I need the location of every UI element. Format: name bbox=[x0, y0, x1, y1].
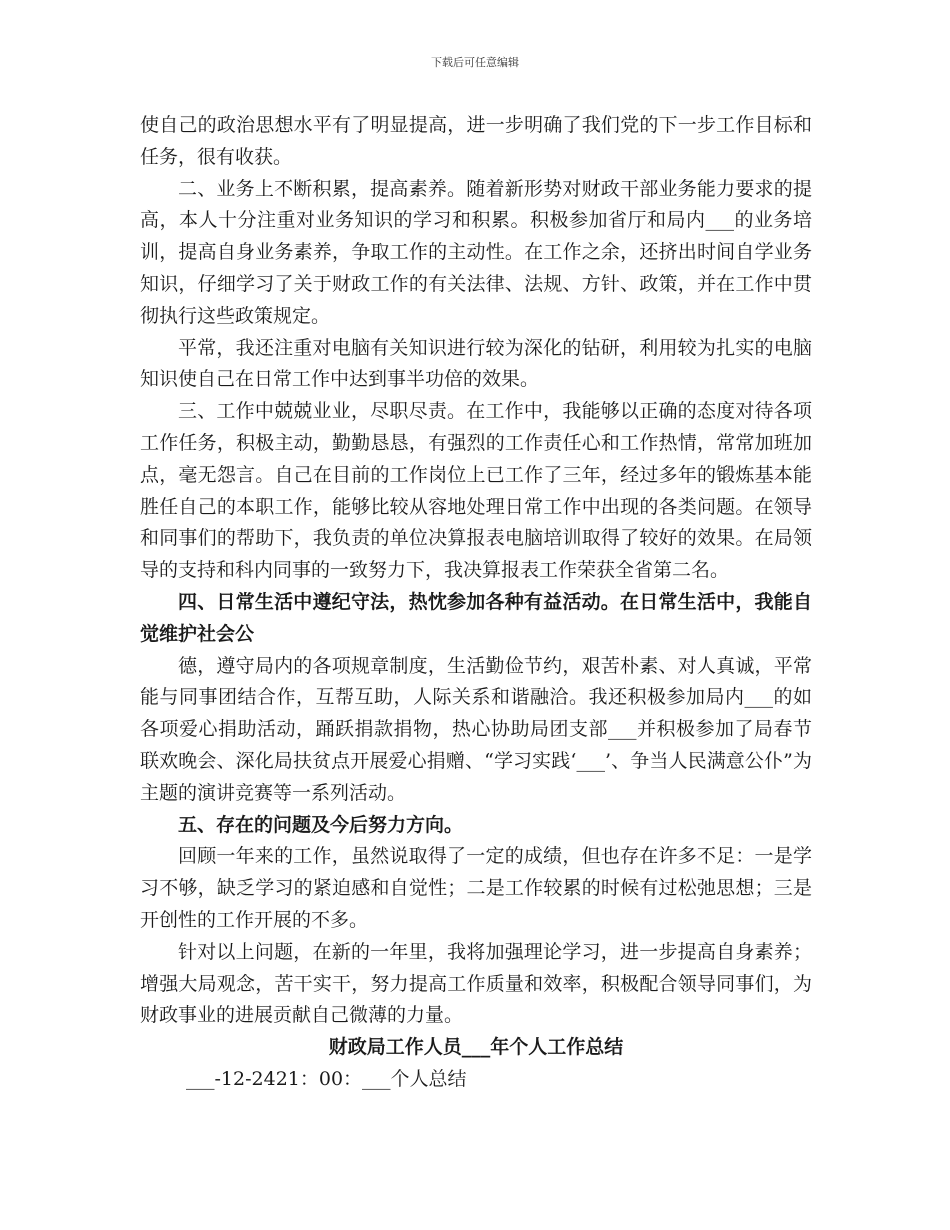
page-header: 下载后可任意编辑 bbox=[431, 56, 519, 69]
paragraph-work-diligence: 三、工作中兢兢业业，尽职尽责。在工作中，我能够以正确的态度对待各项工作任务，积极主动，勤勤恳恳，有强烈的工作责任心和工作热情，常常加班加点，毫无怨言。自己在目前的工作岗位上已工作了三年，经过多年的锻炼基本能胜任自己的本职工作，能够比较从容地处理日常工作中出现的各类问题。在领导和同事们的帮助下，我负责的单位决算报表电脑培训取得了较好的效果。在局领导的支持和科内同事的一致努力下，我决算报表工作荣获全省第二名。 bbox=[140, 400, 812, 582]
paragraph-continuation: 使自己的政治思想水平有了明显提高，进一步明确了我们党的下一步工作目标和任务，很有收获。 bbox=[140, 114, 812, 168]
next-document-date-line: ___-12-2421：00：___个人总结 bbox=[186, 1067, 467, 1090]
next-document-title: 财政局工作人员___年个人工作总结 bbox=[328, 1036, 624, 1059]
paragraph-review: 回顾一年来的工作，虽然说取得了一定的成绩，但也存在许多不足：一是学习不够，缺乏学习的紧迫感和自觉性；二是工作较累的时候有过松弛思想；三是开创性的工作开展的不多。 bbox=[140, 845, 812, 931]
document-body bbox=[140, 110, 812, 1096]
section-heading-problems: 五、存在的问题及今后努力方向。 bbox=[178, 813, 464, 836]
paragraph-computer-skills: 平常，我还注重对电脑有关知识进行较为深化的钻研，利用较为扎实的电脑知识使自己在日常工作中达到事半功倍的效果。 bbox=[140, 336, 812, 391]
paragraph-plan: 针对以上问题，在新的一年里，我将加强理论学习，进一步提高自身素养；增强大局观念，苦干实干，努力提高工作质量和效率，积极配合领导同事们，为财政事业的进展贡献自己微薄的力量。 bbox=[140, 940, 812, 1027]
paragraph-business-learning: 二、业务上不断积累，提高素养。随着新形势对财政干部业务能力要求的提高，本人十分注重对业务知识的学习和积累。积极参加省厅和局内___的业务培训，提高自身业务素养，争取工作的主动性。在工作之余，还挤出时间自学业务知识，仔细学习了关于财政工作的有关法律、法规、方针、政策，并在工作中贯彻执行这些政策规定。 bbox=[140, 177, 812, 327]
paragraph-daily-life: 德，遵守局内的各项规章制度，生活勤俭节约，艰苦朴素、对人真诚，平常能与同事团结合作，互帮互助，人际关系和谐融洽。我还积极参加局内___的如各项爱心捐助活动，踊跃捐款捐物，热心协助局团支部___并积极参加了局春节联欢晚会、深化局扶贫点开展爱心捐赠、“学习实践‘___’、争当人民满意公仆”为主题的演讲竞赛等一系列活动。 bbox=[140, 654, 812, 804]
section-heading-daily-life: 四、日常生活中遵纪守法，热忱参加各种有益活动。在日常生活中，我能自觉维护社会公 bbox=[140, 590, 812, 645]
